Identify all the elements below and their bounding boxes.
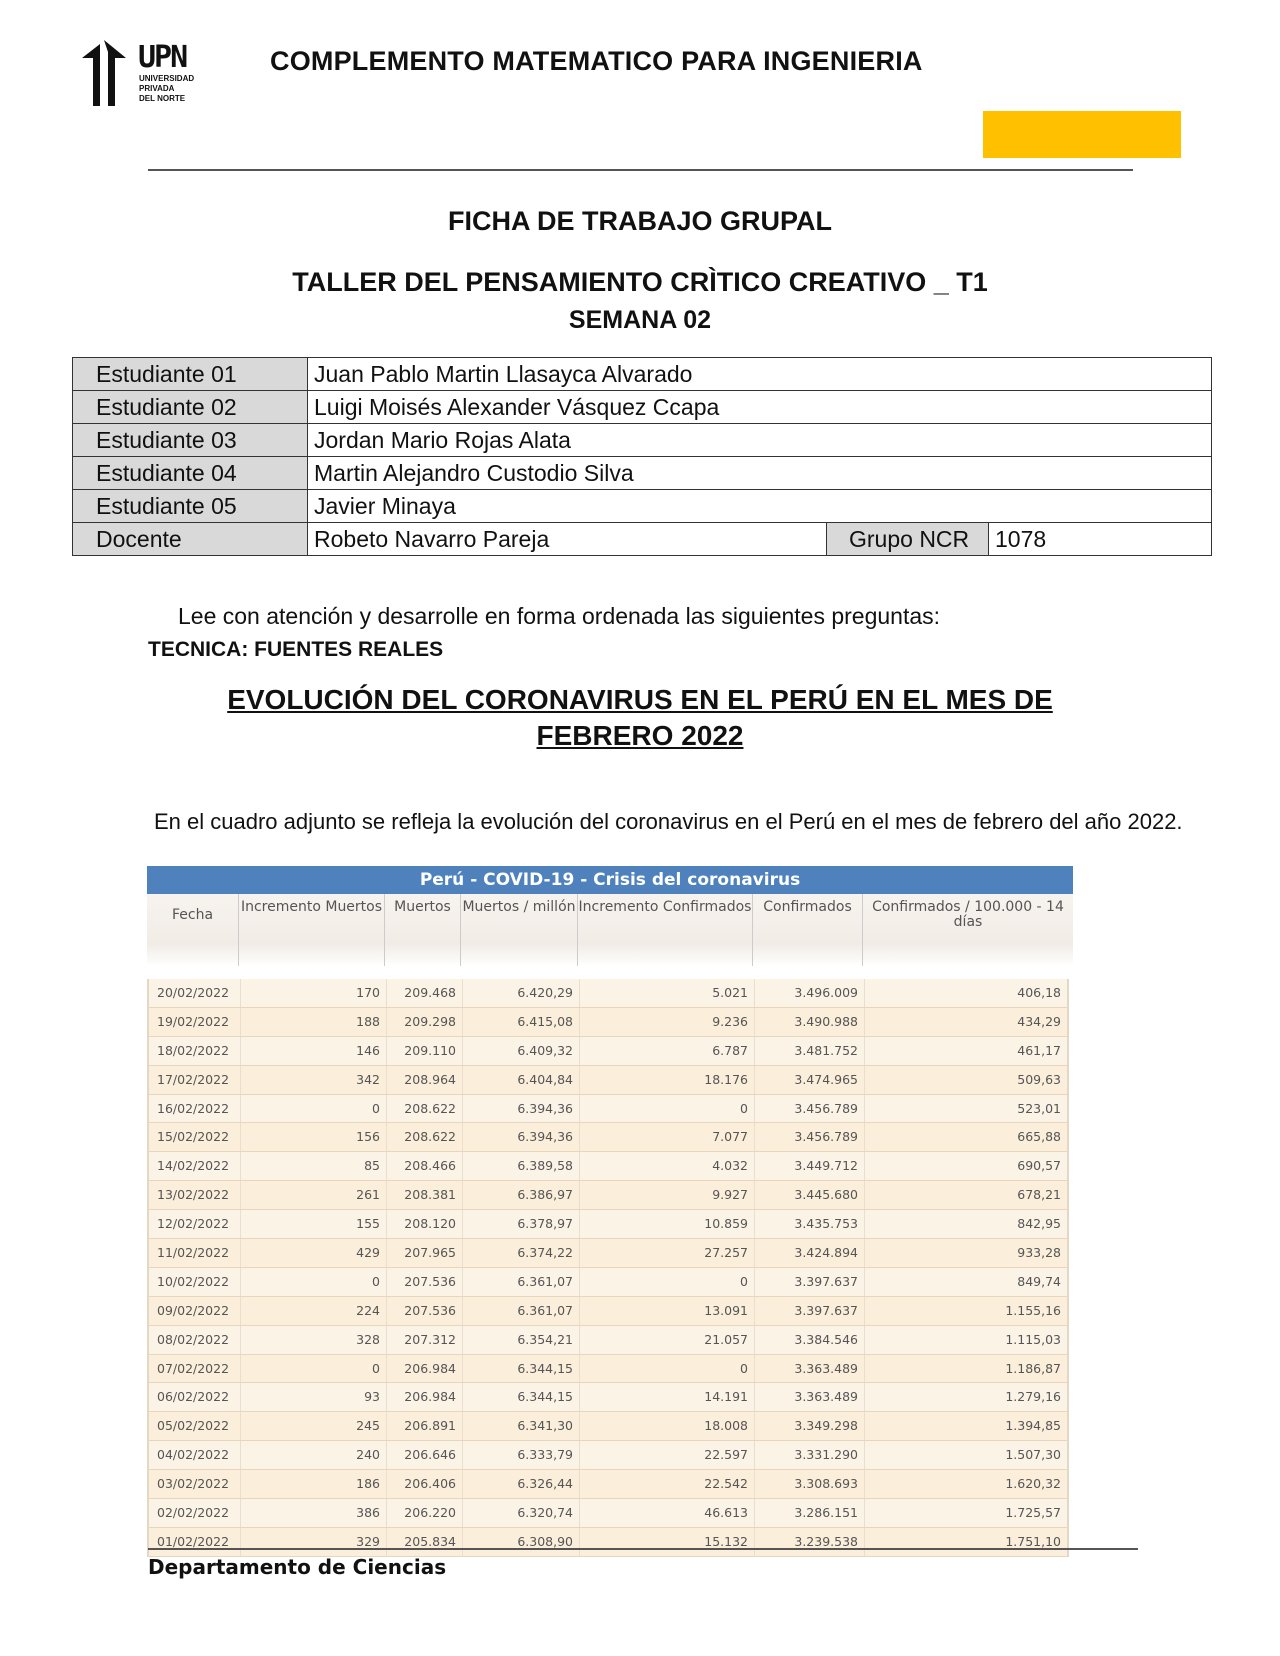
table-cell: 842,95 — [1017, 1216, 1061, 1232]
student-name: Juan Pablo Martin Llasayca Alvarado — [308, 358, 1212, 391]
table-cell: 3.397.637 — [755, 1268, 865, 1296]
table-cell: 08/02/2022 — [149, 1326, 241, 1354]
table-cell: 155 — [241, 1210, 387, 1238]
table-cell: 0 — [241, 1095, 387, 1123]
table-cell: 206.891 — [387, 1412, 463, 1440]
table-cell: 22.597 — [580, 1441, 755, 1469]
table-cell: 429 — [241, 1239, 387, 1267]
table-cell: 1.751,10 — [1005, 1533, 1061, 1549]
table-cell: 3.456.789 — [755, 1123, 865, 1151]
table-cell: 329 — [241, 1528, 387, 1556]
table-row — [149, 1268, 1067, 1297]
table-cell: 15/02/2022 — [149, 1123, 241, 1151]
table-cell: 0 — [580, 1268, 755, 1296]
table-cell: 240 — [241, 1441, 387, 1469]
table-cell: 208.622 — [387, 1095, 463, 1123]
section-title-line-2: FEBRERO 2022 — [536, 720, 744, 751]
student-label: Estudiante 05 — [73, 490, 308, 523]
table-cell: 678,21 — [1017, 1187, 1061, 1203]
table-row — [149, 1470, 1067, 1499]
table-cell: 206.406 — [387, 1470, 463, 1498]
table-cell: 205.834 — [387, 1528, 463, 1556]
table-cell: 3.474.965 — [755, 1066, 865, 1094]
table-cell: 3.331.290 — [755, 1441, 865, 1469]
table-cell: 22.542 — [580, 1470, 755, 1498]
table-cell: 206.220 — [387, 1499, 463, 1527]
table-cell: 10.859 — [580, 1210, 755, 1238]
taller-title: TALLER DEL PENSAMIENTO CRÌTICO CREATIVO _ T1 — [292, 267, 988, 297]
table-row — [149, 1152, 1067, 1181]
table-cell: 13/02/2022 — [149, 1181, 241, 1209]
table-cell: 0 — [580, 1095, 755, 1123]
table-row — [149, 1528, 1067, 1557]
col-header: Muertos / millón — [461, 894, 578, 966]
table-row — [149, 1297, 1067, 1326]
table-cell: 06/02/2022 — [149, 1383, 241, 1411]
table-cell: 11/02/2022 — [149, 1239, 241, 1267]
col-header: Incremento Muertos — [239, 894, 385, 966]
table-cell: 3.363.489 — [755, 1383, 865, 1411]
table-cell: 6.361,07 — [463, 1268, 580, 1296]
table-cell: 3.384.546 — [755, 1326, 865, 1354]
table-cell: 20/02/2022 — [149, 979, 241, 1007]
table-cell: 207.536 — [387, 1268, 463, 1296]
docente-name: Robeto Navarro Pareja — [308, 523, 827, 556]
table-cell: 3.349.298 — [755, 1412, 865, 1440]
table-cell: 849,74 — [1017, 1273, 1061, 1289]
table-cell: 18/02/2022 — [149, 1037, 241, 1065]
covid-table-header — [147, 894, 1073, 967]
col-header: Muertos — [385, 894, 461, 966]
table-cell: 3.424.894 — [755, 1239, 865, 1267]
student-label: Estudiante 04 — [73, 457, 308, 490]
table-cell: 3.496.009 — [755, 979, 865, 1007]
table-cell: 85 — [241, 1152, 387, 1180]
table-cell: 1.279,16 — [1005, 1389, 1061, 1405]
upn-logo — [82, 40, 212, 112]
table-cell: 6.394,36 — [463, 1095, 580, 1123]
table-cell: 6.361,07 — [463, 1297, 580, 1325]
table-cell: 0 — [241, 1268, 387, 1296]
student-row — [73, 490, 1212, 523]
table-row — [149, 979, 1067, 1008]
table-row — [149, 1095, 1067, 1124]
student-label: Estudiante 03 — [73, 424, 308, 457]
table-cell: 0 — [580, 1355, 755, 1383]
table-cell: 6.354,21 — [463, 1326, 580, 1354]
table-cell: 206.984 — [387, 1383, 463, 1411]
table-cell: 3.490.988 — [755, 1008, 865, 1036]
student-row — [73, 391, 1212, 424]
table-row — [149, 1441, 1067, 1470]
table-cell: 6.787 — [580, 1037, 755, 1065]
table-cell: 3.445.680 — [755, 1181, 865, 1209]
table-cell: 156 — [241, 1123, 387, 1151]
table-cell: 6.420,29 — [463, 979, 580, 1007]
section-title-line-1: EVOLUCIÓN DEL CORONAVIRUS EN EL PERÚ EN EL MES DE — [227, 684, 1053, 715]
table-cell: 208.964 — [387, 1066, 463, 1094]
student-name: Martin Alejandro Custodio Silva — [308, 457, 1212, 490]
table-cell: 1.394,85 — [1005, 1418, 1061, 1434]
header-divider — [148, 169, 1133, 171]
table-cell: 146 — [241, 1037, 387, 1065]
student-row — [73, 424, 1212, 457]
table-cell: 12/02/2022 — [149, 1210, 241, 1238]
table-cell: 3.363.489 — [755, 1355, 865, 1383]
table-cell: 208.622 — [387, 1123, 463, 1151]
ncr-label: Grupo NCR — [827, 523, 989, 556]
table-cell: 1.725,57 — [1005, 1505, 1061, 1521]
table-cell: 10/02/2022 — [149, 1268, 241, 1296]
table-cell: 3.456.789 — [755, 1095, 865, 1123]
student-name: Jordan Mario Rojas Alata — [308, 424, 1212, 457]
course-title: COMPLEMENTO MATEMATICO PARA INGENIERIA — [270, 46, 923, 76]
instructions: Lee con atención y desarrolle en forma ordenada las siguientes preguntas: — [178, 603, 941, 629]
table-cell: 209.468 — [387, 979, 463, 1007]
table-row — [149, 1181, 1067, 1210]
table-cell: 245 — [241, 1412, 387, 1440]
table-cell: 665,88 — [1017, 1129, 1061, 1145]
table-cell: 9.236 — [580, 1008, 755, 1036]
table-cell: 1.186,87 — [1005, 1360, 1061, 1376]
table-cell: 208.381 — [387, 1181, 463, 1209]
table-cell: 206.646 — [387, 1441, 463, 1469]
table-cell: 93 — [241, 1383, 387, 1411]
table-row — [149, 1499, 1067, 1528]
docente-row — [73, 523, 1212, 556]
table-cell: 509,63 — [1017, 1071, 1061, 1087]
table-cell: 15.132 — [580, 1528, 755, 1556]
intro-paragraph: En el cuadro adjunto se refleja la evolución del coronavirus en el Perú en el mes de febrero del año 2022. — [154, 809, 1183, 834]
student-label: Estudiante 01 — [73, 358, 308, 391]
table-cell: 188 — [241, 1008, 387, 1036]
table-row — [149, 1355, 1067, 1384]
table-cell: 6.333,79 — [463, 1441, 580, 1469]
table-cell: 6.386,97 — [463, 1181, 580, 1209]
table-cell: 434,29 — [1017, 1013, 1061, 1029]
col-header: Fecha — [147, 894, 239, 966]
table-cell: 207.312 — [387, 1326, 463, 1354]
table-cell: 3.449.712 — [755, 1152, 865, 1180]
table-cell: 6.341,30 — [463, 1412, 580, 1440]
table-cell: 7.077 — [580, 1123, 755, 1151]
student-name: Luigi Moisés Alexander Vásquez Ccapa — [308, 391, 1212, 424]
table-cell: 07/02/2022 — [149, 1355, 241, 1383]
table-cell: 3.435.753 — [755, 1210, 865, 1238]
table-cell: 19/02/2022 — [149, 1008, 241, 1036]
table-cell: 02/02/2022 — [149, 1499, 241, 1527]
table-cell: 406,18 — [1017, 985, 1061, 1000]
table-cell: 6.308,90 — [463, 1528, 580, 1556]
table-cell: 933,28 — [1017, 1245, 1061, 1261]
col-header: Confirmados / 100.000 - 14 días — [872, 899, 1064, 930]
footer-divider — [148, 1548, 1138, 1550]
footer-department: Departamento de Ciencias — [148, 1555, 447, 1579]
table-cell: 208.120 — [387, 1210, 463, 1238]
table-cell: 14/02/2022 — [149, 1152, 241, 1180]
table-cell: 207.536 — [387, 1297, 463, 1325]
docente-label: Docente — [73, 523, 308, 556]
table-cell: 6.344,15 — [463, 1355, 580, 1383]
table-cell: 6.394,36 — [463, 1123, 580, 1151]
accent-box — [983, 111, 1181, 158]
table-cell: 17/02/2022 — [149, 1066, 241, 1094]
student-row — [73, 457, 1212, 490]
table-cell: 21.057 — [580, 1326, 755, 1354]
table-cell: 05/02/2022 — [149, 1412, 241, 1440]
table-cell: 3.397.637 — [755, 1297, 865, 1325]
tecnica-label: TECNICA: FUENTES REALES — [148, 638, 444, 661]
table-cell: 14.191 — [580, 1383, 755, 1411]
table-row — [149, 1123, 1067, 1152]
table-cell: 170 — [241, 979, 387, 1007]
table-cell: 1.155,16 — [1005, 1302, 1061, 1318]
table-cell: 224 — [241, 1297, 387, 1325]
ficha-title: FICHA DE TRABAJO GRUPAL — [448, 206, 832, 236]
table-cell: 04/02/2022 — [149, 1441, 241, 1469]
ncr-value: 1078 — [989, 523, 1212, 556]
table-cell: 3.286.151 — [755, 1499, 865, 1527]
table-cell: 18.008 — [580, 1412, 755, 1440]
table-cell: 3.481.752 — [755, 1037, 865, 1065]
table-cell: 1.507,30 — [1005, 1447, 1061, 1463]
table-cell: 186 — [241, 1470, 387, 1498]
student-label: Estudiante 02 — [73, 391, 308, 424]
table-cell: 16/02/2022 — [149, 1095, 241, 1123]
table-cell: 3.308.693 — [755, 1470, 865, 1498]
col-header: Incremento Confirmados — [578, 894, 753, 966]
table-cell: 6.374,22 — [463, 1239, 580, 1267]
table-row — [149, 1383, 1067, 1412]
table-cell: 6.320,74 — [463, 1499, 580, 1527]
table-cell: 46.613 — [580, 1499, 755, 1527]
table-cell: 6.389,58 — [463, 1152, 580, 1180]
table-cell: 1.115,03 — [1005, 1331, 1061, 1347]
student-name: Javier Minaya — [308, 490, 1212, 523]
table-cell: 3.239.538 — [755, 1528, 865, 1556]
table-cell: 1.620,32 — [1005, 1476, 1061, 1492]
table-row — [149, 1037, 1067, 1066]
table-row — [149, 1210, 1067, 1239]
table-cell: 690,57 — [1017, 1158, 1061, 1174]
covid-table-title: Perú - COVID-19 - Crisis del coronavirus — [147, 866, 1073, 894]
table-cell: 207.965 — [387, 1239, 463, 1267]
logo-subtext: UNIVERSIDAD PRIVADA DEL NORTE — [139, 74, 195, 103]
covid-table — [147, 866, 1073, 1557]
semana-title: SEMANA 02 — [568, 306, 712, 334]
col-header: Confirmados — [753, 894, 863, 966]
logo-text: UPN — [138, 40, 187, 75]
table-cell: 209.298 — [387, 1008, 463, 1036]
table-cell: 9.927 — [580, 1181, 755, 1209]
table-cell: 6.326,44 — [463, 1470, 580, 1498]
table-cell: 13.091 — [580, 1297, 755, 1325]
table-row — [149, 1008, 1067, 1037]
table-cell: 0 — [241, 1355, 387, 1383]
table-cell: 6.409,32 — [463, 1037, 580, 1065]
table-cell: 27.257 — [580, 1239, 755, 1267]
students-table — [72, 357, 1212, 556]
table-cell: 208.466 — [387, 1152, 463, 1180]
table-cell: 03/02/2022 — [149, 1470, 241, 1498]
section-title — [0, 682, 1280, 754]
table-cell: 5.021 — [580, 979, 755, 1007]
table-cell: 261 — [241, 1181, 387, 1209]
table-row — [149, 1066, 1067, 1095]
table-cell: 6.404,84 — [463, 1066, 580, 1094]
table-cell: 6.415,08 — [463, 1008, 580, 1036]
table-row — [149, 1412, 1067, 1441]
table-cell: 209.110 — [387, 1037, 463, 1065]
table-cell: 386 — [241, 1499, 387, 1527]
table-cell: 328 — [241, 1326, 387, 1354]
table-cell: 18.176 — [580, 1066, 755, 1094]
table-row — [149, 1326, 1067, 1355]
student-row — [73, 358, 1212, 391]
table-cell: 6.344,15 — [463, 1383, 580, 1411]
table-cell: 461,17 — [1017, 1042, 1061, 1058]
table-cell: 4.032 — [580, 1152, 755, 1180]
table-cell: 342 — [241, 1066, 387, 1094]
table-cell: 206.984 — [387, 1355, 463, 1383]
table-cell: 523,01 — [1017, 1100, 1061, 1116]
table-cell: 09/02/2022 — [149, 1297, 241, 1325]
table-cell: 6.378,97 — [463, 1210, 580, 1238]
table-row — [149, 1239, 1067, 1268]
table-cell: 01/02/2022 — [149, 1528, 241, 1556]
covid-table-body — [147, 979, 1069, 1557]
